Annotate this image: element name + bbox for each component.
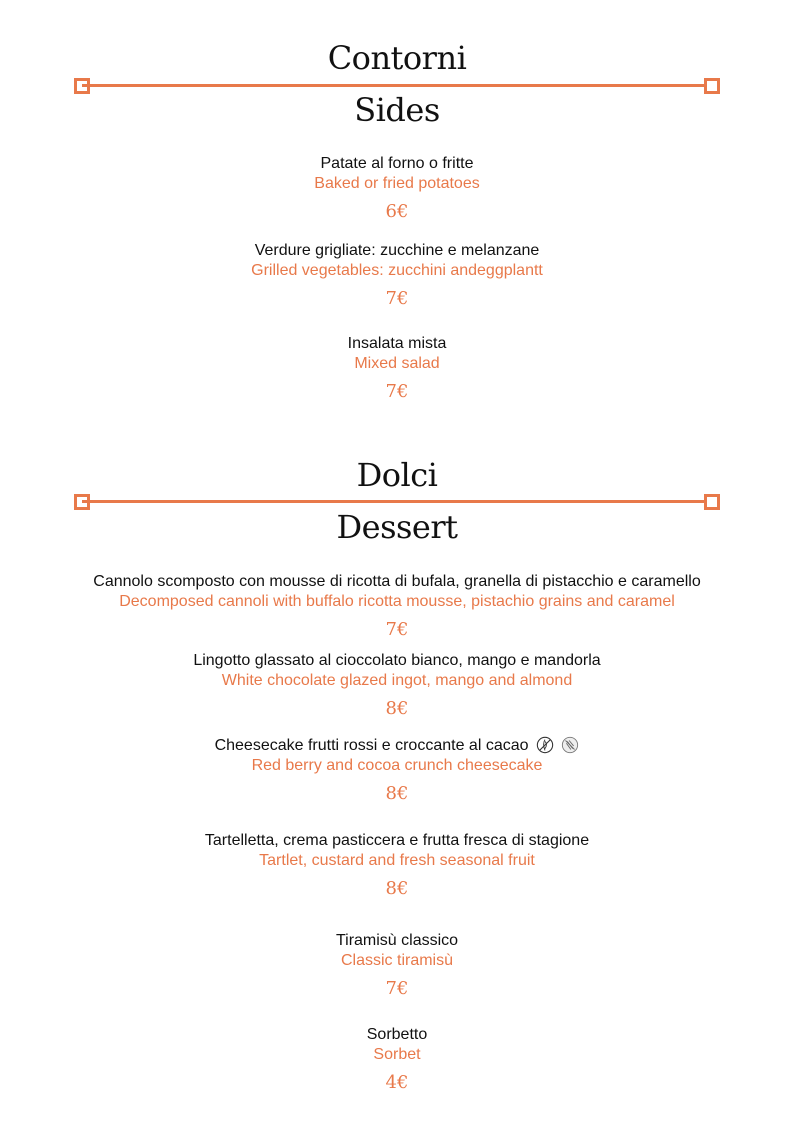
item-price: 4€ (385, 1072, 409, 1093)
item-name-english: Sorbet (373, 1046, 421, 1063)
item-name-english: Mixed salad (354, 355, 440, 372)
menu-item (0, 334, 794, 403)
item-price: 7€ (385, 619, 409, 640)
item-name-english: Grilled vegetables: zucchini andeggplantt (251, 262, 543, 279)
menu-item (0, 831, 794, 900)
menu-item (0, 154, 794, 223)
item-name-italian: Patate al forno o fritte (320, 155, 474, 172)
menu-item (0, 241, 794, 310)
item-price: 7€ (385, 381, 409, 402)
divider-line (82, 84, 712, 87)
item-price: 8€ (385, 698, 409, 719)
item-name-italian-row (0, 736, 794, 756)
item-price: 8€ (385, 783, 409, 804)
item-name-italian: Sorbetto (366, 1026, 428, 1043)
item-name-italian: Tartelletta, crema pasticcera e frutta fresca di stagione (204, 832, 590, 849)
no-wheat-icon (561, 736, 579, 754)
section-title-english: Sides (354, 91, 440, 129)
item-name-english: Decomposed cannoli with buffalo ricotta mousse, pistachio grains and caramel (119, 593, 675, 610)
item-name-english: White chocolate glazed ingot, mango and almond (221, 672, 573, 689)
menu-item (0, 736, 794, 805)
item-name-italian: Tiramisù classico (335, 932, 459, 949)
menu-item (0, 1025, 794, 1094)
item-name-english: Tartlet, custard and fresh seasonal fruit (259, 852, 535, 869)
menu-item (0, 572, 794, 641)
item-name-english: Classic tiramisù (340, 952, 453, 969)
item-price: 7€ (385, 288, 409, 309)
item-name-english: Red berry and cocoa crunch cheesecake (251, 757, 543, 774)
gluten-free-icon (536, 736, 554, 754)
item-price: 8€ (385, 878, 409, 899)
item-name-italian: Verdure grigliate: zucchine e melanzane (254, 242, 540, 259)
section-title-italian: Contorni (327, 39, 467, 77)
section-title-italian: Dolci (356, 456, 438, 494)
divider-line (82, 500, 712, 503)
section-title-english: Dessert (336, 508, 458, 546)
menu-item (0, 651, 794, 720)
item-name-italian: Insalata mista (347, 335, 447, 352)
item-name-english: Baked or fried potatoes (314, 175, 480, 192)
item-price: 6€ (385, 201, 409, 222)
item-name-italian: Cannolo scomposto con mousse di ricotta di bufala, granella di pistacchio e caramello (93, 573, 701, 590)
menu-item (0, 931, 794, 1000)
divider-node-right (704, 494, 720, 510)
item-name-italian: Cheesecake frutti rossi e croccante al cacao (214, 737, 529, 754)
item-price: 7€ (385, 978, 409, 999)
item-name-italian: Lingotto glassato al cioccolato bianco, mango e mandorla (193, 652, 601, 669)
